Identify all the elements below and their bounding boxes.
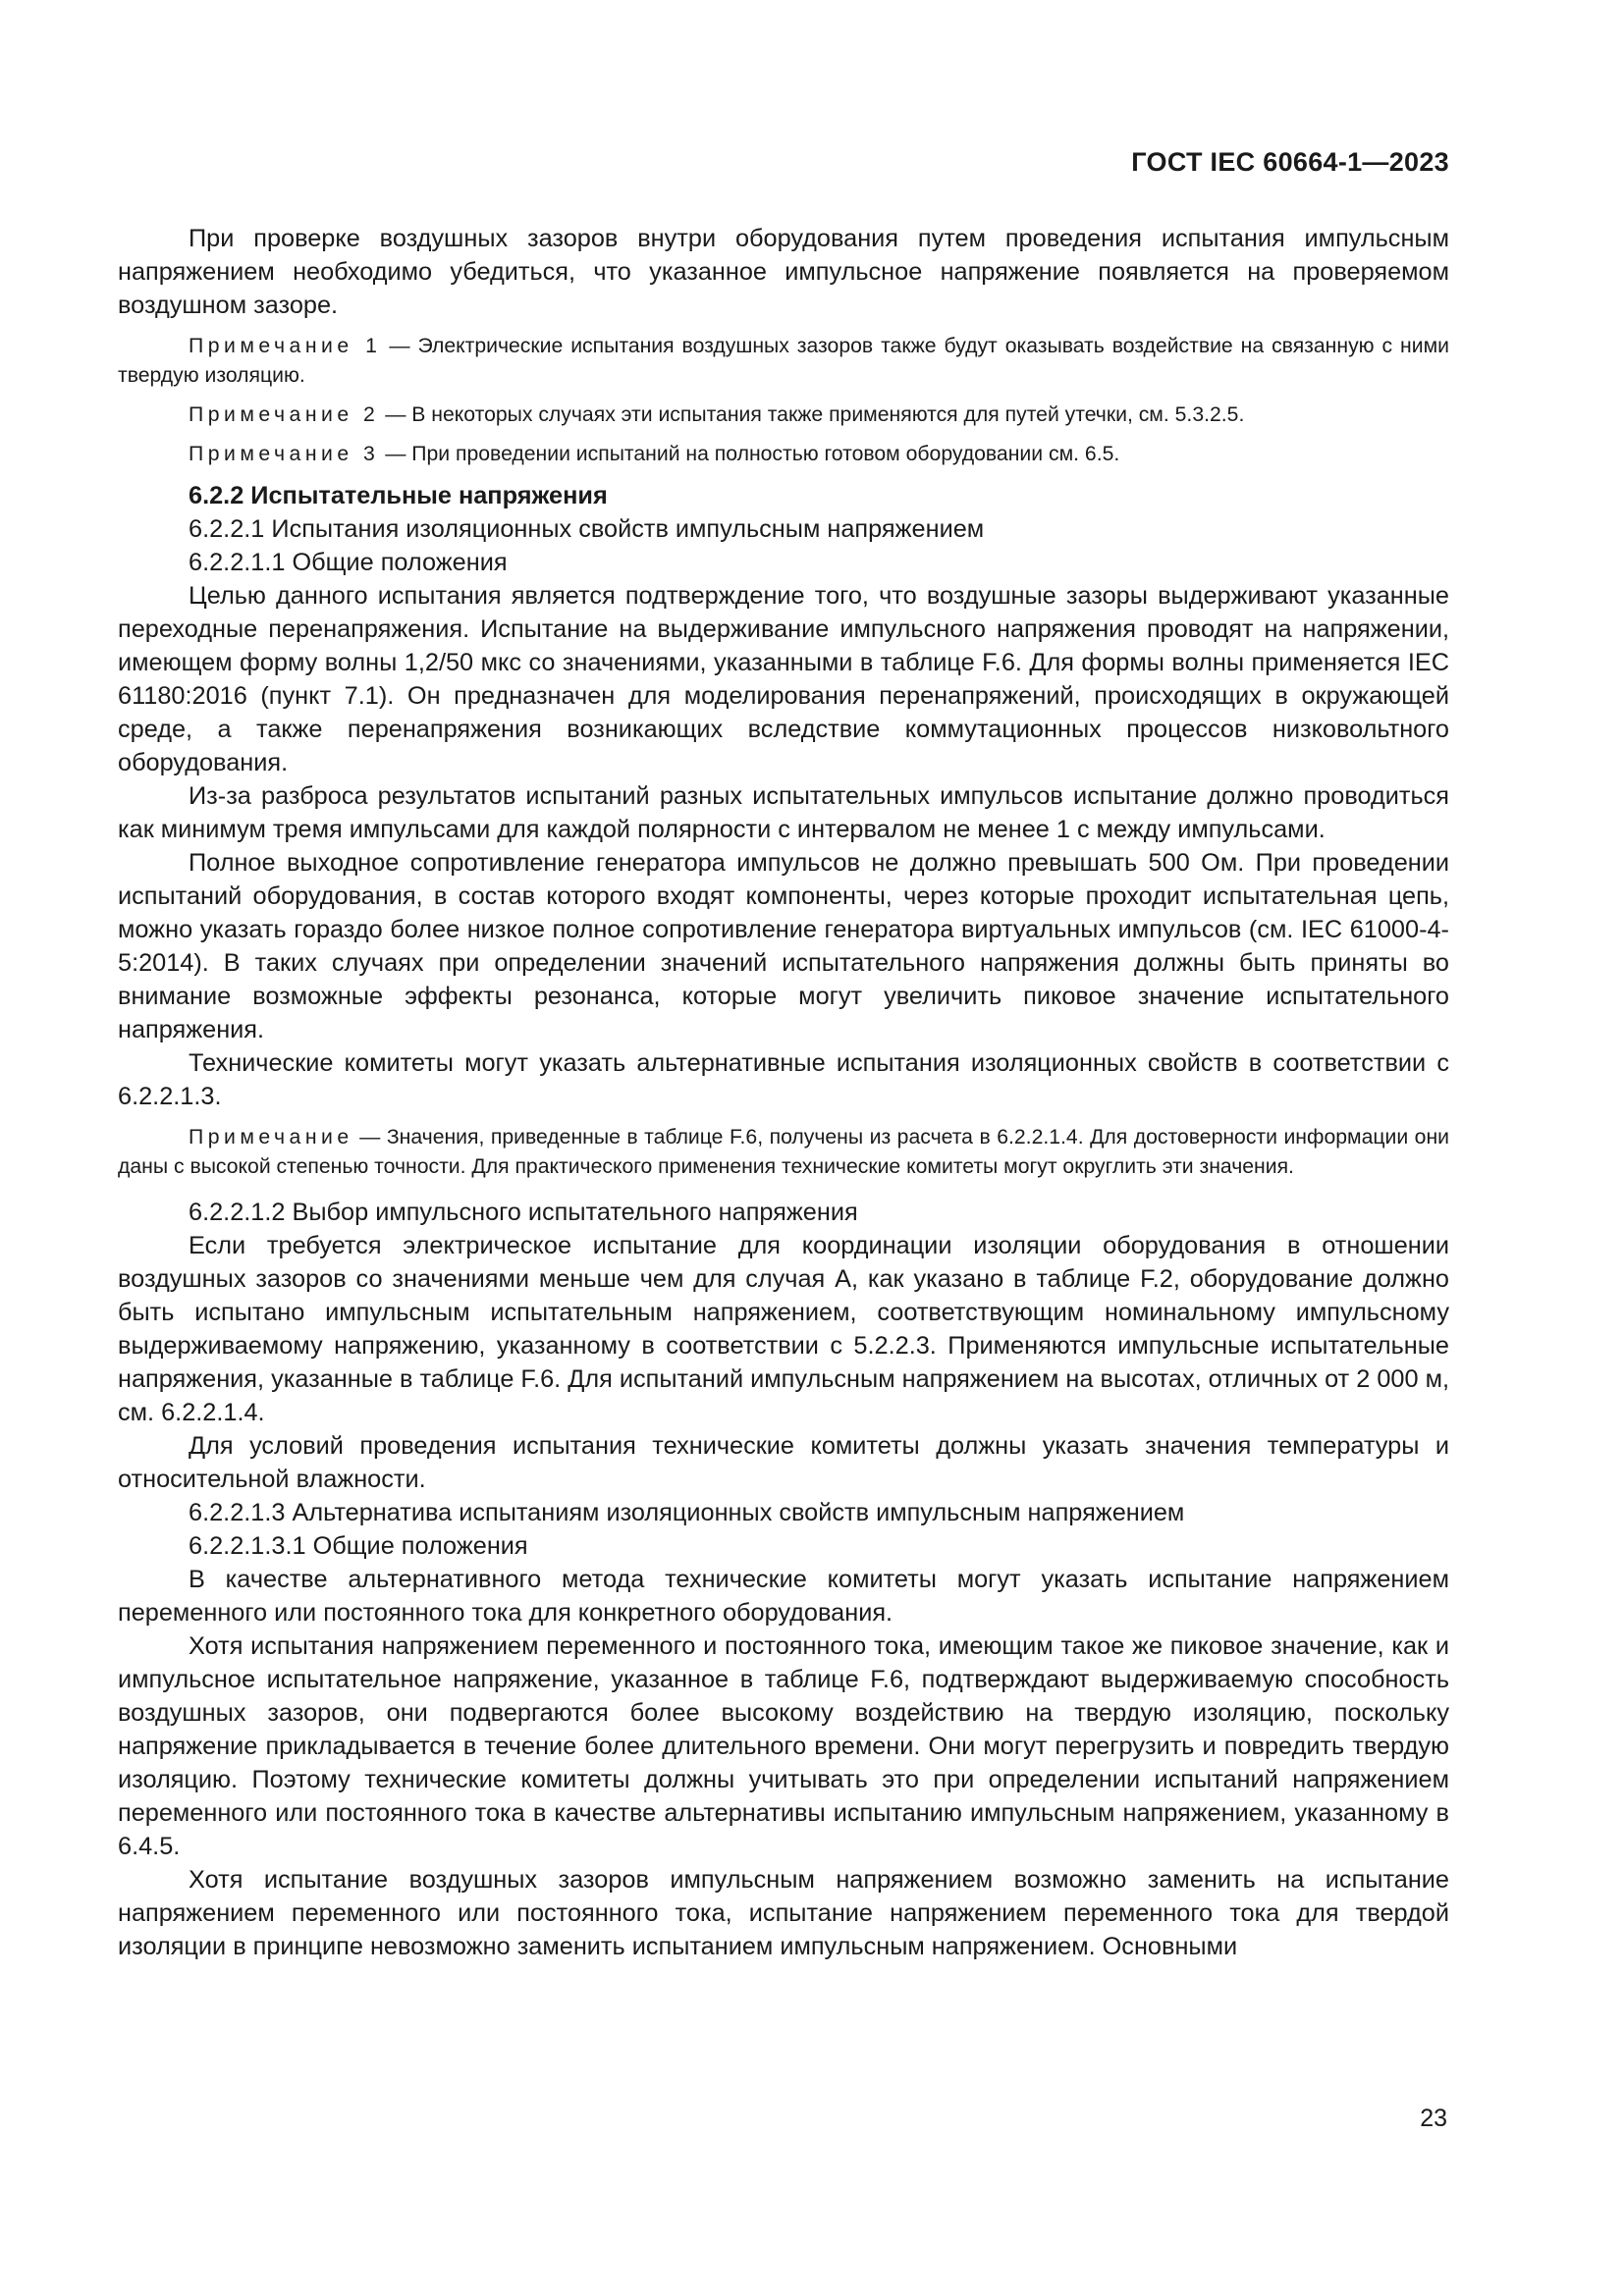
paragraph: Целью данного испытания является подтверждение того, что воздушные зазоры выдерживают указанные переходные перенапряжения. Испытание на выдерживание импульсного напряжения проводят на напряжении, имеющем форму волны 1,2/50 мкс со значениями, указанными в таблице F.6. Для формы волны применяется IEC 61180:2016 (пункт 7.1). Он предназначен для моделирования перенапряжений, происходящих в окружающей среде, а также перенапряжения возникающих вследствие коммутационных процессов низковольтного оборудования. [118, 582, 1449, 776]
note-text: — Значения, приведенные в таблице F.6, получены из расчета в 6.2.2.1.4. Для достоверности информации они даны с высокой степенью точности. Для практического применения технические комитеты могут округлить эти значения. [118, 1126, 1449, 1178]
note-text: — В некоторых случаях эти испытания также применяются для путей утечки, см. 5.3.2.5. [379, 403, 1245, 426]
paragraph: При проверке воздушных зазоров внутри оборудования путем проведения испытания импульсным напряжением необходимо убедиться, что указанное импульсное напряжение появляется на проверяемом воздушном зазоре. [118, 225, 1449, 319]
subsection-heading: 6.2.2.1 Испытания изоляционных свойств импульсным напряжением [189, 515, 985, 543]
note-label: Примечание 3 [189, 443, 380, 465]
subsection-heading: 6.2.2.1.1 Общие положения [189, 549, 508, 576]
note-4 [118, 1123, 1449, 1182]
paragraph: Для условий проведения испытания технические комитеты должны указать значения температуры и относительной влажности. [118, 1432, 1449, 1493]
paragraph: Хотя испытание воздушных зазоров импульсным напряжением возможно заменить на испытание напряжением переменного или постоянного тока, испытание напряжением переменного тока для твердой изоляции в принципе невозможно заменить испытанием импульсным напряжением. Основными [118, 1866, 1449, 1960]
note-text: — При проведении испытаний на полностью готовом оборудовании см. 6.5. [379, 443, 1120, 465]
subsection-heading: 6.2.2.1.3 Альтернатива испытаниям изоляционных свойств импульсным напряжением [189, 1499, 1185, 1526]
section-heading: 6.2.2 Испытательные напряжения [189, 482, 608, 509]
subsection-heading: 6.2.2.1.2 Выбор импульсного испытательного напряжения [189, 1199, 858, 1226]
page-number: 23 [1420, 2105, 1447, 2132]
paragraph: Хотя испытания напряжением переменного и постоянного тока, имеющим такое же пиковое значение, как и импульсное испытательное напряжение, указанное в таблице F.6, подтверждают выдерживаемую способность воздушных зазоров, они подвергаются более высокому воздействию на твердую изоляцию, поскольку напряжение прикладывается в течение более длительного времени. Они могут перегрузить и повредить твердую изоляцию. Поэтому технические комитеты должны учитывать это при определении испытаний напряжением переменного или постоянного тока в качестве альтернативы испытанию импульсным напряжением, указанному в 6.4.5. [118, 1632, 1449, 1860]
subsection-heading: 6.2.2.1.3.1 Общие положения [189, 1532, 528, 1560]
note-text: — Электрические испытания воздушных зазоров также будут оказывать воздействие на связанную с ними твердую изоляцию. [118, 335, 1449, 387]
document-header-id: ГОСТ IEC 60664-1—2023 [1131, 147, 1449, 177]
paragraph: Полное выходное сопротивление генератора импульсов не должно превышать 500 Ом. При проведении испытаний оборудования, в состав которого входят компоненты, через которые проходит испытательная цепь, можно указать гораздо более низкое полное сопротивление генератора виртуальных импульсов (см. IEC 61000-4-5:2014). В таких случаях при определении значений испытательного напряжения должны быть приняты во внимание возможные эффекты резонанса, которые могут увеличить пиковое значение испытательного напряжения. [118, 849, 1449, 1043]
note-1 [118, 332, 1449, 391]
note-2 [118, 400, 1449, 430]
note-3 [118, 440, 1449, 469]
note-label: Примечание [189, 1126, 353, 1148]
document-body [118, 222, 1449, 1963]
paragraph: Из-за разброса результатов испытаний разных испытательных импульсов испытание должно проводиться как минимум тремя импульсами для каждой полярности с интервалом не менее 1 с между импульсами. [118, 782, 1449, 843]
note-label: Примечание 1 [189, 335, 382, 357]
paragraph: В качестве альтернативного метода технические комитеты могут указать испытание напряжением переменного или постоянного тока для конкретного оборудования. [118, 1566, 1449, 1627]
note-label: Примечание 2 [189, 403, 380, 426]
paragraph: Если требуется электрическое испытание для координации изоляции оборудования в отношении воздушных зазоров со значениями меньше чем для случая А, как указано в таблице F.2, оборудование должно быть испытано импульсным испытательным напряжением, соответствующим номинальному импульсному выдерживаемому напряжению, указанному в соответствии с 5.2.2.3. Применяются импульсные испытательные напряжения, указанные в таблице F.6. Для испытаний импульсным напряжением на высотах, отличных от 2 000 м, см. 6.2.2.1.4. [118, 1232, 1449, 1426]
paragraph: Технические комитеты могут указать альтернативные испытания изоляционных свойств в соответствии с 6.2.2.1.3. [118, 1049, 1449, 1110]
